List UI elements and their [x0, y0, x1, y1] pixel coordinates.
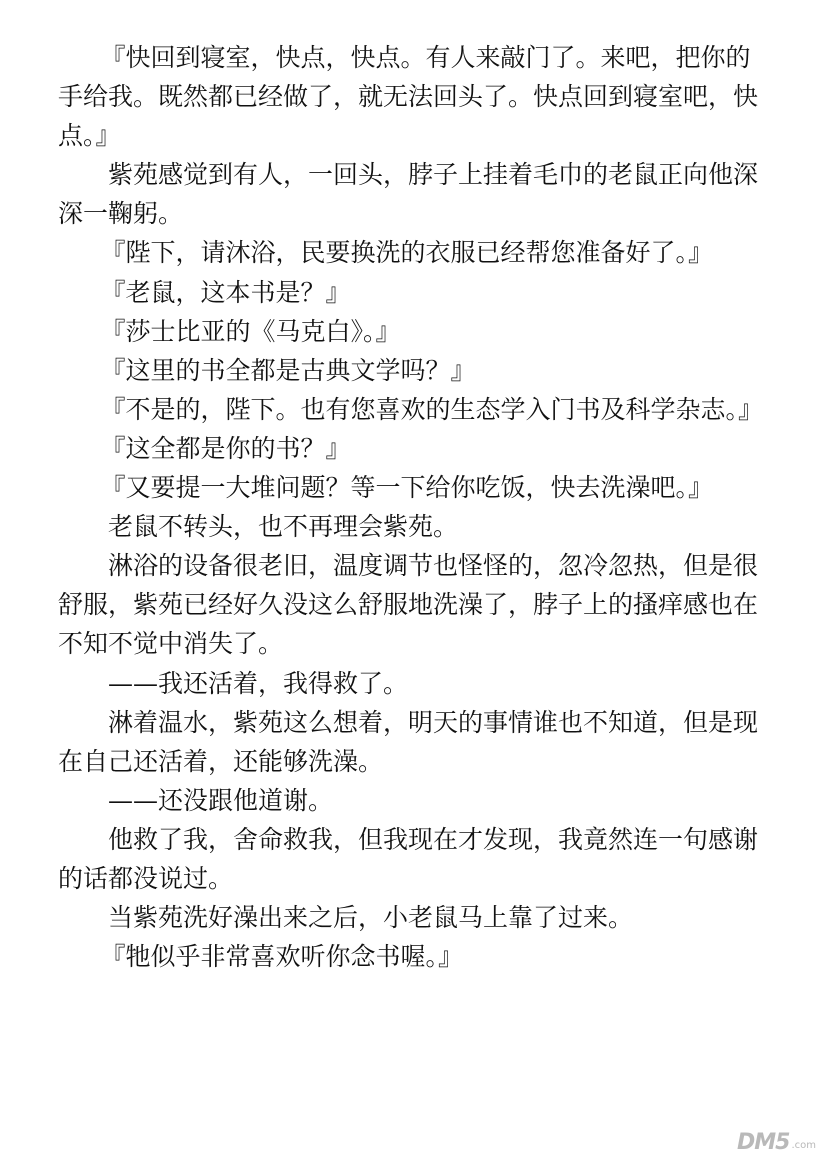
paragraph: 老鼠不转头，也不再理会紫苑。 — [108, 512, 459, 542]
paragraph: 当紫苑洗好澡出来之后，小老鼠马上靠了过来。 — [108, 903, 634, 933]
paragraph: 『不是的，陛下。也有您喜欢的生态学入门书及科学杂志。』 — [100, 394, 764, 424]
paragraph: 『陛下，请沐浴，民要换洗的衣服已经帮您准备好了。』 — [100, 238, 714, 268]
paragraph: 『快回到寝室，快点，快点。有人来敲门了。来吧，把你的手给我。既然都已经做了，就无法回头了。快点回到寝室吧，快点。』 — [58, 43, 759, 151]
paragraph: ——还没跟他道谢。 — [108, 785, 334, 815]
paragraph: 『这全都是你的书？』 — [100, 433, 351, 463]
paragraph: ——我还活着，我得救了。 — [108, 668, 409, 698]
paragraph: 『又要提一大堆问题？等一下给你吃饭，快去洗澡吧。』 — [100, 473, 714, 503]
text-body — [58, 38, 764, 976]
paragraph: 『这里的书全都是古典文学吗？』 — [100, 355, 476, 385]
paragraph: 『老鼠，这本书是？』 — [100, 277, 351, 307]
paragraph: 紫苑感觉到有人，一回头，脖子上挂着毛巾的老鼠正向他深深一鞠躬。 — [58, 160, 759, 229]
watermark-logo — [737, 1129, 816, 1155]
paragraph: 淋浴的设备很老旧，温度调节也怪怪的，忽冷忽热，但是很舒服，紫苑已经好久没这么舒服地洗澡了，脖子上的搔痒感也在不知不觉中消失了。 — [58, 551, 759, 659]
watermark-domain: .com — [791, 1140, 816, 1151]
paragraph: 淋着温水，紫苑这么想着，明天的事情谁也不知道，但是现在自己还活着，还能够洗澡。 — [58, 707, 759, 776]
watermark-brand: DM5 — [736, 1130, 790, 1155]
paragraph: 『牠似乎非常喜欢听你念书喔。』 — [100, 942, 464, 972]
paragraph: 他救了我，舍命救我，但我现在才发现，我竟然连一句感谢的话都没说过。 — [58, 824, 759, 893]
paragraph: 『莎士比亚的《马克白》。』 — [100, 316, 401, 346]
